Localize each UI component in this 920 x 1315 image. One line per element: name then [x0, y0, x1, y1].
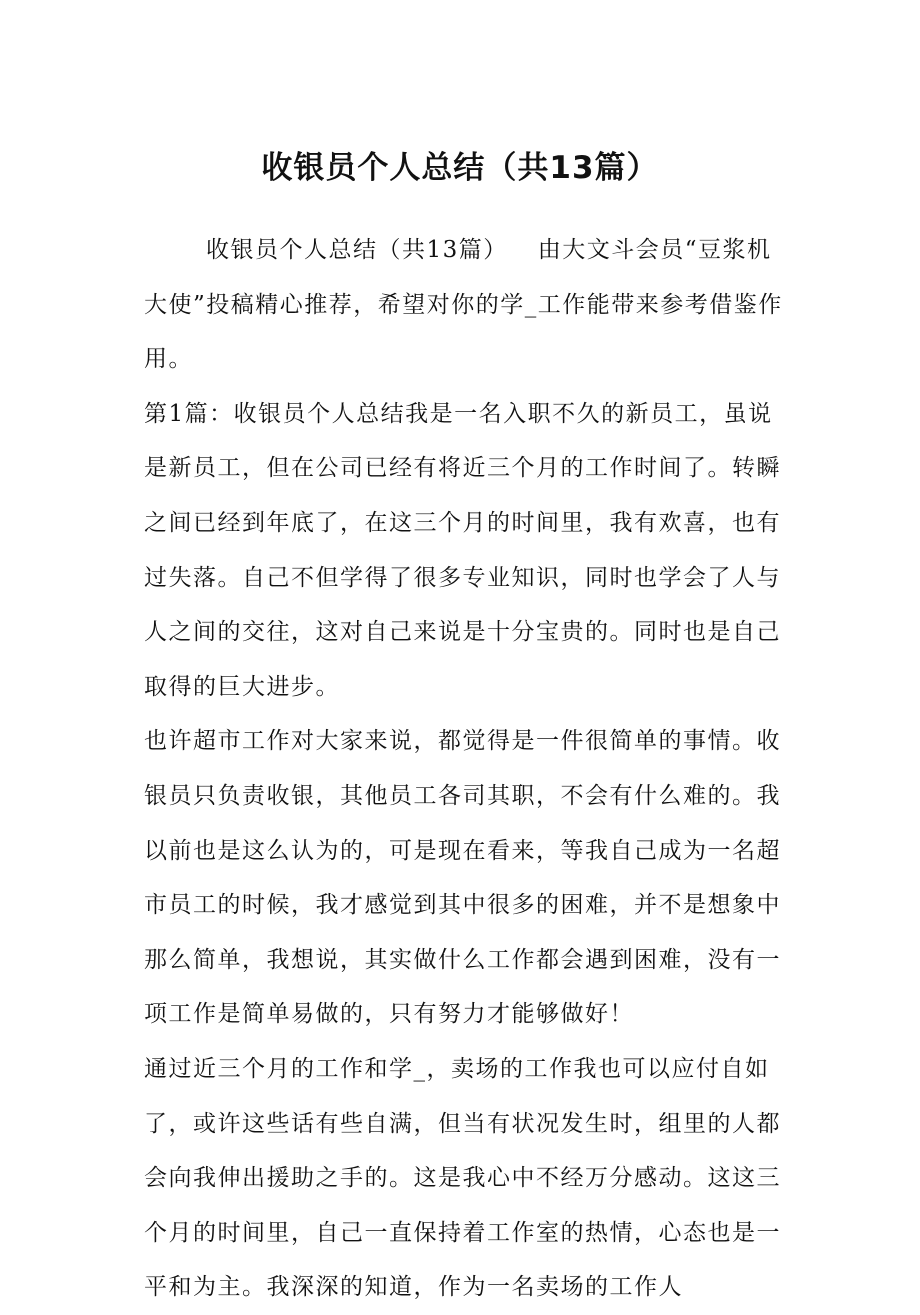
intro-paragraph	[144, 223, 784, 387]
paragraph-2: 也许超市工作对大家来说，都觉得是一件很简单的事情。收银员只负责收银，其他员工各司其职，不会有什么难的。我以前也是这么认为的，可是现在看来，等我自己成为一名超市员工的时候，我才感觉到其中很多的困难，并不是想象中那么简单，我想说，其实做什么工作都会遇到困难，没有一项工作是简单易做的，只有努力才能够做好！	[144, 728, 781, 1028]
intro-title-ref: 收银员个人总结（共13篇）	[206, 237, 508, 263]
paragraph-1: 第1篇：收银员个人总结我是一名入职不久的新员工，虽说是新员工，但在公司已经有将近三个月的工作时间了。转瞬之间已经到年底了，在这三个月的时间里，我有欢喜，也有过失落。自己不但学得了很多专业知识，同时也学会了人与人之间的交往，这对自己来说是十分宝贵的。同时也是自己取得的巨大进步。	[144, 400, 781, 700]
document-body	[144, 223, 784, 1315]
paragraph-3: 通过近三个月的工作和学_，卖场的工作我也可以应付自如了，或许这些话有些自满，但当有状况发生时，组里的人都会向我伸出援助之手的。这是我心中不经万分感动。这这三个月的时间里，自己一直保持着工作室的热情，心态也是一平和为主。我深深的知道，作为一名卖场的工作人	[144, 1055, 781, 1301]
document-title: 收银员个人总结（共13篇）	[261, 150, 659, 186]
intro-text: 由大文斗会员“豆浆机大使”投稿精心推荐，希望对你的学_工作能带来参考借鉴作用。	[144, 237, 783, 373]
